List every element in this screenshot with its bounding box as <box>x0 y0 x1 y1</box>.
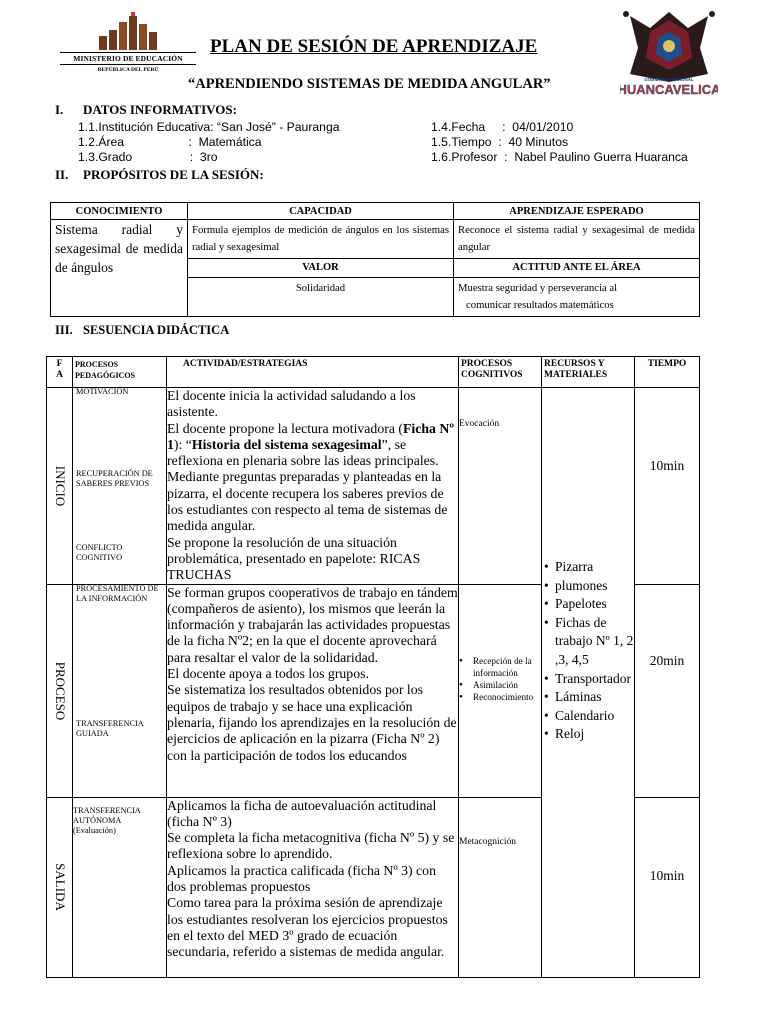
list-item: • Calendario <box>544 707 634 726</box>
section-2-heading: II. PROPÓSITOS DE LA SESIÓN: <box>55 167 264 182</box>
list-item: • Asimilación <box>459 679 541 691</box>
proceso-procesamiento: PROCESAMIENTO DE LA INFORMACIÓN <box>76 583 159 603</box>
header-aprendizaje: APRENDIZAJE ESPERADO <box>454 203 700 220</box>
info-date: 1.4.Fecha : 04/01/2010 <box>431 120 574 134</box>
huancavelica-emblem-icon <box>620 8 718 100</box>
proceso-motivacion: MOTIVACIÓN <box>76 387 129 396</box>
procesos-proceso <box>73 584 167 797</box>
recursos-cell <box>542 388 635 978</box>
ministry-logo-icon <box>97 12 159 50</box>
header-recursos: RECURSOS Y MATERIALES <box>542 357 635 388</box>
purposes-table <box>50 202 700 317</box>
actitud-cell: Muestra seguridad y perseverancia al comunicar resultados matemáticos <box>454 278 700 317</box>
header-capacidad: CAPACIDAD <box>188 203 454 220</box>
list-item: • Reconocimiento <box>459 691 541 703</box>
list-item: • Transportador <box>544 670 634 689</box>
proceso-transferencia-guiada: TRANSFERENCIA GUIADA <box>76 718 144 738</box>
aprendizaje-cell: Reconoce el sistema radial y sexagesimal de medida angular <box>454 220 700 259</box>
list-item: • Papelotes <box>544 595 634 614</box>
header-valor: VALOR <box>188 259 454 278</box>
info-time: 1.5.Tiempo : 40 Minutos <box>431 135 569 149</box>
valor-cell: Solidaridad <box>188 278 454 317</box>
ministry-name: MINISTERIO DE EDUCACIÓN <box>60 52 196 65</box>
tiempo-proceso: 20min <box>635 584 700 797</box>
fase-salida: SALIDA <box>47 797 73 977</box>
list-item: • Recepción de la información <box>459 655 541 679</box>
cognitivos-proceso <box>459 584 542 797</box>
header-cognitivos: PROCESOS COGNITIVOS <box>459 357 542 388</box>
region-name-text: HUANCAVELICA <box>620 82 718 97</box>
proceso-conflicto: CONFLICTO COGNITIVO <box>76 543 123 562</box>
tiempo-inicio: 10min <box>635 388 700 585</box>
list-item: • Láminas <box>544 688 634 707</box>
list-item: • plumones <box>544 577 634 596</box>
procesos-salida <box>73 797 167 977</box>
header-conocimiento: CONOCIMIENTO <box>51 203 188 220</box>
info-teacher: 1.6.Profesor : Nabel Paulino Guerra Huaranca <box>431 150 688 164</box>
page-title: PLAN DE SESIÓN DE APRENDIZAJE <box>210 36 538 57</box>
table-row <box>47 388 700 585</box>
proceso-transferencia-autonoma: TRANSFERENCIA AUTÓNOMA <box>73 805 141 825</box>
tiempo-salida: 10min <box>635 797 700 977</box>
fase-inicio: INICIO <box>47 388 73 585</box>
actividad-proceso: Se forman grupos cooperativos de trabajo en tándem (compañeros de asiento), los mismos que leerán la información y trabajarán las actividades propuestas de la ficha Nº2; en la que el docente aprovechará para resaltar el valor de la solidaridad. El docente apoya a todos los grupos. Se sistematiza los resultados obtenidos por los equipos de trabajo y se hace una explicación plenaria, fijando los aprendizajes en la resolución de ejercicios de aplicación en la pizarra (Ficha Nº 2) con la participación de todos los educandos <box>167 584 459 797</box>
didactic-sequence-table <box>46 356 700 978</box>
conocimiento-cell: Sistema radial y sexagesimal de medida de ángulos <box>51 220 188 317</box>
info-area: 1.2.Área : Matemática <box>78 135 262 149</box>
actividad-salida: Aplicamos la ficha de autoevaluación actitudinal (ficha Nº 3) Se completa la ficha metacognitiva (ficha Nº 5) y se reflexiona sobre lo aprendido. Aplicamos la practica calificada (ficha Nº 3) con dos problemas propuestos Como tarea para la próxima sesión de aprendizaje los estudiantes resolveran los ejercicios propuestos en el texto del MED 3º grado de ecuación secundaria, referido a sistemas de medida angular. <box>167 797 459 977</box>
cognitivo-salida: Metacognición <box>459 797 542 977</box>
header-procesos: PROCESOS PEDAGÓGICOS <box>73 357 167 388</box>
actividad-inicio: El docente inicia la actividad saludando a los asistente. El docente propone la lectura motivadora (Ficha Nº 1): “Historia del sistema sexagesimal”, se reflexiona en plenaria sobre las ideas principales. Mediante preguntas preparadas y planteadas en la pizarra, el docente recupera los saberes previos de los estudiantes con respecto al tema de sistemas de medida angular. Se propone la resolución de una situación problemática, presentado en papelote: RICAS TRUCHAS <box>167 388 459 585</box>
proceso-evaluacion: (Evaluación) <box>73 825 116 835</box>
regional-government-logo <box>620 8 718 100</box>
header-actitud: ACTITUD ANTE EL ÁREA <box>454 259 700 278</box>
section-3-heading: III. SESUENCIA DIDÁCTICA <box>55 323 230 337</box>
list-item: • Fichas de trabajo Nº 1, 2 ,3, 4,5 <box>544 614 634 670</box>
page-subtitle: “APRENDIENDO SISTEMAS DE MEDIDA ANGULAR” <box>188 76 551 92</box>
procesos-inicio <box>73 388 167 585</box>
info-grade: 1.3.Grado : 3ro <box>78 150 218 164</box>
info-left-column <box>78 120 340 165</box>
ministry-country: REPÚBLICA DEL PERÚ <box>97 67 159 73</box>
fase-proceso: PROCESO <box>47 584 73 797</box>
capacidad-cell: Formula ejemplos de medición de ángulos en los sistemas radial y sexagesimal <box>188 220 454 259</box>
header-tiempo: TIEMPO <box>635 357 700 388</box>
cognitivo-inicio: Evocación <box>459 388 542 585</box>
header-actividad: ACTIVIDAD/ESTRATEGIAS <box>167 357 459 388</box>
header-fase: F A <box>47 357 73 388</box>
ministry-label <box>60 52 196 73</box>
region-small-text: GOBIERNO REGIONAL <box>644 77 694 82</box>
list-item: • Pizarra <box>544 558 634 577</box>
proceso-recuperacion: RECUPERACIÓN DE SABERES PREVIOS <box>76 469 153 488</box>
section-1-heading: I. DATOS INFORMATIVOS: <box>55 102 237 117</box>
info-right-column <box>431 120 688 165</box>
info-institution: 1.1.Institución Educativa: “San José” - Pauranga <box>78 120 340 134</box>
list-item: • Reloj <box>544 725 634 744</box>
recursos-list <box>544 558 634 744</box>
